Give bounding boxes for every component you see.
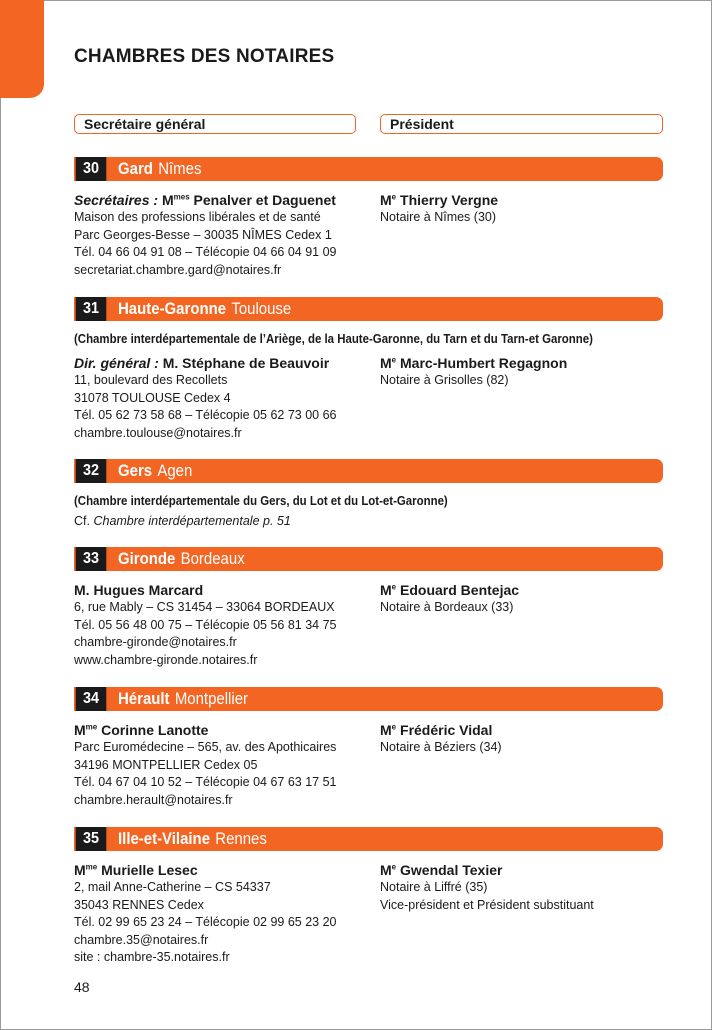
section-header-bar xyxy=(74,297,663,321)
president-block xyxy=(380,581,663,617)
president-name: Me Marc-Humbert Regagnon xyxy=(380,355,568,371)
section-header-bar xyxy=(74,547,663,571)
address-line: Parc Euromédecine – 565, av. des Apothicaires xyxy=(74,740,337,754)
section-number: 32 xyxy=(76,459,107,483)
city-name: Rennes xyxy=(215,829,267,848)
department-name: Gard xyxy=(118,159,153,178)
section-number: 33 xyxy=(76,547,107,571)
address-line: Parc Georges-Besse – 30035 NÎMES Cedex 1 xyxy=(74,227,332,242)
president-title: Notaire à Nîmes (30) xyxy=(380,210,497,224)
phone-line: Tél. 04 67 04 10 52 – Télécopie 04 67 63 17 51 xyxy=(74,775,337,789)
department-name: Gironde xyxy=(118,549,176,568)
address-line: 6, rue Mably – CS 31454 – 33064 BORDEAUX xyxy=(74,600,335,614)
department-name: Haute-Garonne xyxy=(118,299,227,318)
department-name: Hérault xyxy=(118,689,170,708)
department-heading xyxy=(118,829,267,849)
president-block xyxy=(380,861,663,914)
secretary-name: $M^{me}$ Murielle Lesec xyxy=(74,862,198,878)
city-name: Bordeaux xyxy=(180,549,245,568)
address-line: 2, mail Anne-Catherine – CS 54337 xyxy=(74,880,271,894)
city-name: Nîmes xyxy=(158,159,202,178)
section-33 xyxy=(74,547,663,669)
section-number: 35 xyxy=(76,827,107,851)
department-heading xyxy=(118,689,248,709)
president-name: Me Gwendal Texier xyxy=(380,862,503,878)
chamber-note: (Chambre interdépartementale de l’Ariège, de la Haute-Garonne, du Tarn et du Tarn-et Garonne) xyxy=(74,331,593,346)
email-line: chambre.herault@notaires.fr xyxy=(74,792,233,807)
president-block xyxy=(380,191,663,227)
section-35 xyxy=(74,827,663,967)
president-block xyxy=(380,721,663,757)
section-number: 34 xyxy=(76,687,107,711)
section-header-bar xyxy=(74,459,663,483)
corner-tab xyxy=(0,0,44,98)
secretary-name: $M^{me}$ Corinne Lanotte xyxy=(74,722,209,738)
address-line: 31078 TOULOUSE Cedex 4 xyxy=(74,390,231,405)
website-line: www.chambre-gironde.notaires.fr xyxy=(74,652,258,667)
website-line: site : chambre-35.notaires.fr xyxy=(74,950,230,964)
email-line: chambre-gironde@notaires.fr xyxy=(74,635,237,649)
page-title: CHAMBRES DES NOTAIRES xyxy=(74,46,335,67)
section-34 xyxy=(74,687,663,809)
president-title: Notaire à Grisolles (82) xyxy=(380,373,509,387)
email-line: secretariat.chambre.gard@notaires.fr xyxy=(74,262,282,277)
section-32 xyxy=(74,459,663,528)
president-block xyxy=(380,354,663,390)
address-line: 35043 RENNES Cedex xyxy=(74,897,204,912)
section-30 xyxy=(74,157,663,279)
secretary-block xyxy=(74,191,374,279)
secretary-block xyxy=(74,721,374,809)
address-line: Maison des professions libérales et de santé xyxy=(74,210,321,224)
secretary-block xyxy=(74,354,374,442)
secretary-name: M. Hugues Marcard xyxy=(74,582,204,598)
president-title: Notaire à Liffré (35) xyxy=(380,880,488,894)
president-title: Notaire à Bordeaux (33) xyxy=(380,600,514,614)
column-header-secretary: Secrétaire général xyxy=(74,114,356,134)
department-heading xyxy=(118,159,201,179)
address-line: 34196 MONTPELLIER Cedex 05 xyxy=(74,757,258,772)
section-31 xyxy=(74,297,663,442)
department-name: Ille-et-Vilaine xyxy=(118,829,211,848)
email-line: chambre.toulouse@notaires.fr xyxy=(74,425,242,440)
secretary-block xyxy=(74,861,374,967)
role-label: Dir. général : xyxy=(74,355,159,371)
section-header-bar xyxy=(74,687,663,711)
phone-line: Tél. 04 66 04 91 08 – Télécopie 04 66 04 91 09 xyxy=(74,245,337,259)
column-header-president: Président xyxy=(380,114,663,134)
city-name: Toulouse xyxy=(231,299,292,318)
president-name: Me Thierry Vergne xyxy=(380,192,499,208)
role-label: Secrétaires : xyxy=(74,192,159,208)
secretary-name: Secrétaires : $M^{mes}$ Penalver et Daguenet xyxy=(74,192,336,208)
email-line: chambre.35@notaires.fr xyxy=(74,932,209,947)
department-heading xyxy=(118,461,192,481)
president-role: Vice-président et Président substituant xyxy=(380,897,594,912)
department-heading xyxy=(118,549,245,569)
president-name: Me Frédéric Vidal xyxy=(380,722,493,738)
phone-line: Tél. 02 99 65 23 24 – Télécopie 02 99 65 23 20 xyxy=(74,915,337,929)
section-number: 30 xyxy=(76,157,107,181)
phone-line: Tél. 05 56 48 00 75 – Télécopie 05 56 81 34 75 xyxy=(74,617,337,632)
department-heading xyxy=(118,299,291,319)
chamber-note: (Chambre interdépartementale du Gers, du Lot et du Lot-et-Garonne) xyxy=(74,493,448,508)
section-header-bar xyxy=(74,827,663,851)
cross-reference-link: Chambre interdépartementale p. 51 xyxy=(93,514,291,528)
president-name: Me Edouard Bentejac xyxy=(380,582,520,598)
section-number: 31 xyxy=(76,297,107,321)
department-name: Gers xyxy=(118,461,153,480)
cross-reference: Cf. Chambre interdépartementale p. 51 xyxy=(74,514,291,528)
secretary-name: Dir. général : M. Stéphane de Beauvoir xyxy=(74,355,330,371)
page-number: 48 xyxy=(74,979,90,995)
phone-line: Tél. 05 62 73 58 68 – Télécopie 05 62 73 00 66 xyxy=(74,408,337,422)
city-name: Agen xyxy=(157,461,193,480)
address-line: 11, boulevard des Recollets xyxy=(74,373,228,387)
secretary-block xyxy=(74,581,374,669)
city-name: Montpellier xyxy=(174,689,249,708)
section-header-bar xyxy=(74,157,663,181)
president-title: Notaire à Béziers (34) xyxy=(380,740,502,754)
